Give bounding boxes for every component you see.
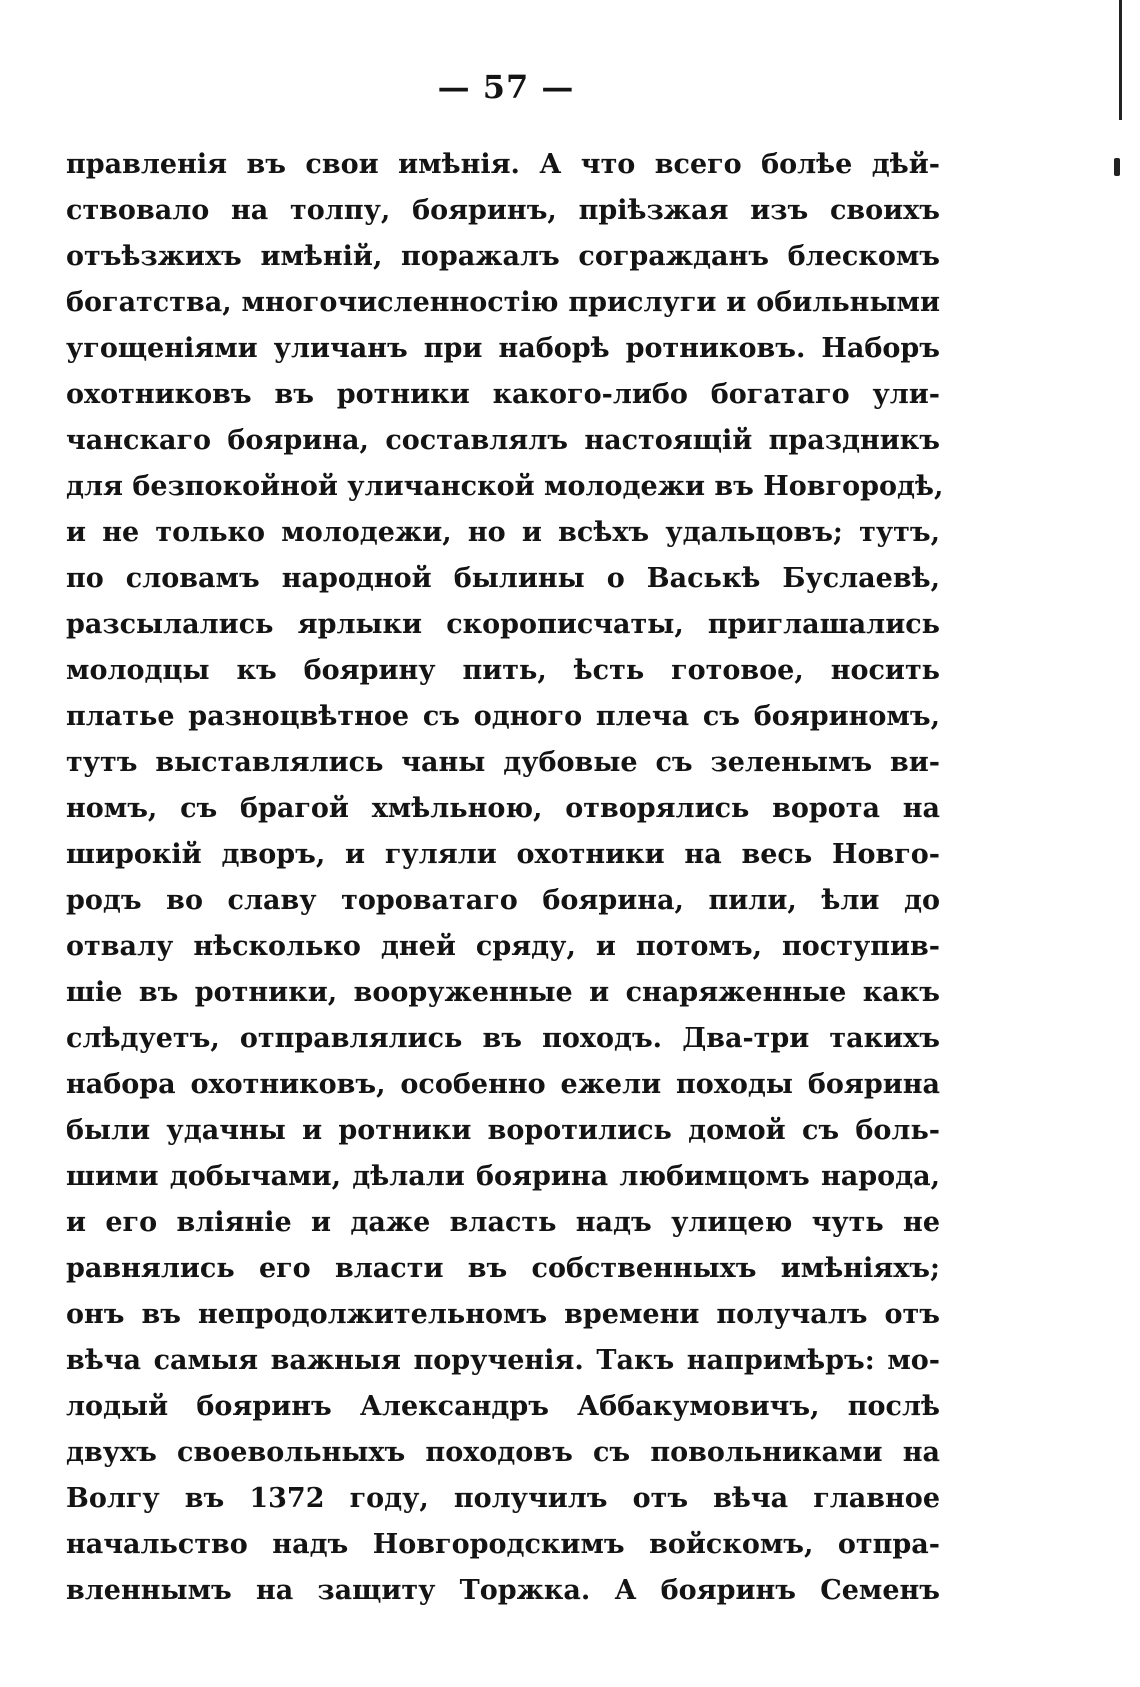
text-line: чанскаго боярина, составлялъ настоящій праздникъ	[66, 425, 940, 456]
text-line: лодый бояринъ Александръ Аббакумовичъ, послѣ	[66, 1391, 940, 1422]
text-line: двухъ своевольныхъ походовъ съ повольниками на	[66, 1437, 940, 1468]
text-line: молодцы къ боярину пить, ѣсть готовое, носить	[66, 655, 940, 686]
text-line: Волгу въ 1372 году, получилъ отъ вѣча главное	[66, 1483, 940, 1514]
text-line: охотниковъ въ ротники какого-либо богатаго ули-	[66, 379, 940, 410]
text-line: вленнымъ на защиту Торжка. А бояринъ Семенъ	[66, 1575, 940, 1606]
text-line: для безпокойной уличанской молодежи въ Новгородѣ,	[66, 471, 944, 502]
text-line: ствовало на толпу, бояринъ, пріѣзжая изъ своихъ	[66, 195, 940, 226]
text-line: платье разноцвѣтное съ одного плеча съ бояриномъ,	[66, 701, 940, 732]
text-line: и не только молодежи, но и всѣхъ удальцовъ; тутъ,	[66, 517, 940, 548]
text-line: широкій дворъ, и гуляли охотники на весь Новго-	[66, 839, 940, 870]
text-line: разсылались ярлыки скорописчаты, приглашались	[66, 609, 940, 640]
text-line: отъѣзжихъ имѣній, поражалъ согражданъ блескомъ	[66, 241, 940, 272]
body-text	[66, 142, 944, 1614]
text-line: равнялись его власти въ собственныхъ имѣніяхъ;	[66, 1253, 940, 1284]
scan-edge-dot	[1114, 158, 1120, 176]
text-line: набора охотниковъ, особенно ежели походы боярина	[66, 1069, 940, 1100]
scan-edge-mark	[1119, 0, 1122, 120]
text-line: начальство надъ Новгородскимъ войскомъ, отпра-	[66, 1529, 940, 1560]
text-line: богатства, многочисленностію прислуги и обильными	[66, 287, 940, 318]
text-line: слѣдуетъ, отправлялись въ походъ. Два-три такихъ	[66, 1023, 940, 1054]
text-line: по словамъ народной былины о Васькѣ Буслаевѣ,	[66, 563, 940, 594]
text-line: вѣча самыя важныя порученія. Такъ напримѣръ: мо-	[66, 1345, 940, 1376]
text-line: онъ въ непродолжительномъ времени получалъ отъ	[66, 1299, 940, 1330]
text-line: шими добычами, дѣлали боярина любимцомъ народа,	[66, 1161, 940, 1192]
page-number: — 57 —	[437, 68, 575, 106]
text-line: отвалу нѣсколько дней сряду, и потомъ, поступив-	[66, 931, 940, 962]
text-line: тутъ выставлялись чаны дубовые съ зеленымъ ви-	[66, 747, 940, 778]
text-line: правленія въ свои имѣнія. А что всего болѣе дѣй-	[66, 149, 940, 180]
text-line: родъ во славу тороватаго боярина, пили, ѣли до	[66, 885, 940, 916]
text-line: номъ, съ брагой хмѣльною, отворялись ворота на	[66, 793, 940, 824]
text-line: угощеніями уличанъ при наборѣ ротниковъ. Наборъ	[66, 333, 940, 364]
text-line: и его вліяніе и даже власть надъ улицею чуть не	[66, 1207, 940, 1238]
text-line: были удачны и ротники воротились домой съ боль-	[66, 1115, 940, 1146]
text-line: шіе въ ротники, вооруженные и снаряженные какъ	[66, 977, 940, 1008]
